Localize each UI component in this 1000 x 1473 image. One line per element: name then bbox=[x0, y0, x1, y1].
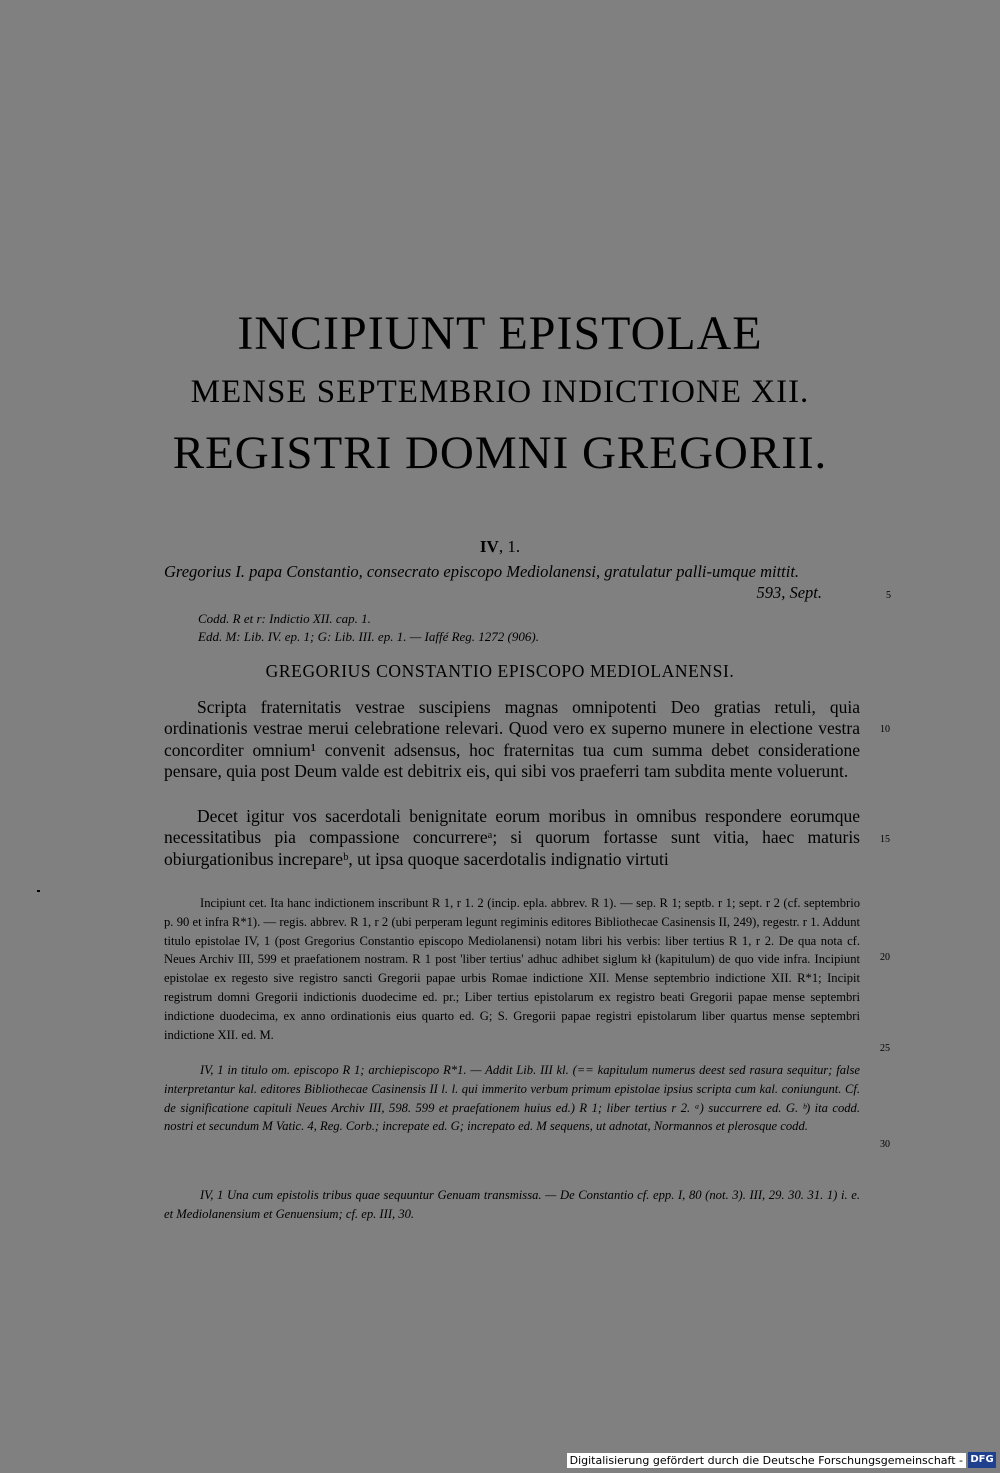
funding-credit: Digitalisierung gefördert durch die Deutsche Forschungsgemeinschaft - bbox=[567, 1453, 966, 1468]
epistle-index: , 1. bbox=[498, 537, 521, 556]
summary-text: Gregorius I. papa Constantio, consecrato episcopo Mediolanensi, gratulatur palli-umque mittit. bbox=[164, 562, 800, 581]
line-number-5: 5 bbox=[886, 590, 891, 601]
body-paragraph-2: Decet igitur vos sacerdotali benignitate eorum moribus in omnibus respondere eorumque necessitatibus pia compassione concurrereᵃ; si quorum fortasse sunt vitia, haec maturis obiurgationibus increpareᵇ, ut ipsa quoque sacerdotalis indignatio virtuti bbox=[164, 806, 860, 869]
codices-line: Codd. R et r: Indictio XII. cap. 1. bbox=[198, 611, 371, 626]
title-line-3: REGISTRI DOMNI GREGORII. bbox=[172, 427, 828, 479]
line-number-20: 20 bbox=[880, 952, 890, 963]
line-number-30: 30 bbox=[880, 1139, 890, 1150]
epistle-book: IV bbox=[479, 537, 499, 556]
footnote-1: Incipiunt cet. Ita hanc indictionem inscribunt R 1, r 1. 2 (incip. epla. abbrev. R 1). — sep. R 1; septb. r 1; sept. r 2 (cf. septembrio p. 90 et infra R*1). — regis. abbrev. R 1, r 2 (ubi perperam legunt regiminis editores Bibliothecae Casinensis II, 249), regestr. r 1. Addunt titulo epistolae IV, 1 (post Gregorius Constantio episcopo Mediolanensi) notam libri his verbis: liber tertius R 1, r 2. De qua nota cf. Neues Archiv III, 599 et praefationem nostram. R 1 post 'liber tertius' adhuc adhibet siglum kł (kapitulum) de quo vide infra. Incipiunt epistolae ex regesto sive registro sancti Gregorii papae urbis Romae indictione XII. Mense septembrio indictione XII. R*1; Incipit registrum domni Gregorii indictionis duodecime ed. pr.; Liber tertius epistolarum ex registro beati Gregorii papae mense septembri indictione duodecima, ex anno ordinationis eius quarto ed. G; S. Gregorii papae registri epistolarum liber quartus mense septembri indictione XII. ed. M. bbox=[164, 896, 860, 1042]
epistle-number bbox=[0, 537, 1000, 557]
epistle-date: 593, Sept. bbox=[756, 583, 822, 602]
line-number-25: 25 bbox=[880, 1043, 890, 1054]
line-number-10: 10 bbox=[880, 724, 890, 735]
title-line-2: MENSE SEPTEMBRIO INDICTIONE XII. bbox=[190, 374, 810, 410]
title-line-1: INCIPIUNT EPISTOLAE bbox=[237, 307, 763, 360]
editions-line: Edd. M: Lib. IV. ep. 1; G: Lib. III. ep. 1. — Iaffé Reg. 1272 (906). bbox=[198, 629, 539, 644]
epistle-summary bbox=[164, 561, 860, 602]
line-number-15: 15 bbox=[880, 834, 890, 845]
addressee-heading: GREGORIUS CONSTANTIO EPISCOPO MEDIOLANENSI. bbox=[265, 661, 735, 681]
body-paragraph-1: Scripta fraternitatis vestrae suscipiens magnas omnipotenti Deo gratias retuli, quia ordinationis vestrae merui celebratione relevari. Quod vero ex superno munere in electione vestra concorditer omnium¹ convenit adsensus, hoc fraternitas tua cum summa debet consideratione pensare, quia post Deum valde est debitrix eis, qui sibi vos praeferri tam subdita mente voluerunt. bbox=[164, 697, 860, 781]
footnote-2: IV, 1 in titulo om. episcopo R 1; archiepiscopo R*1. — Addit Lib. III kl. (== kapitulum numerus deest sed rasura sequitur; false interpretantur kal. editores Bibliothecae Casinensis II l. l. qui immerito verbum primum epistolae ipsius scripta cum kal. coniungunt. Cf. de significatione capituli Neues Archiv III, 598. 599 et praefationem huius ed.) R 1; liber tertius r 2. ᵃ) succurrere ed. G. ᵇ) ita codd. nostri et secundum M Vatic. 4, Reg. Corb.; increpate ed. G; increpato ed. M sequens, ut adnotat, Normannos et plerosque codd. bbox=[164, 1063, 860, 1134]
footnote-3: IV, 1 Una cum epistolis tribus quae sequuntur Genuam transmissa. — De Constantio cf. epp. I, 80 (not. 3). III, 29. 30. 31. 1) i. e. et Mediolanensium et Genuensium; cf. ep. III, 30. bbox=[164, 1188, 860, 1221]
scan-speck bbox=[37, 890, 40, 892]
dfg-logo-icon: DFG bbox=[968, 1452, 996, 1468]
